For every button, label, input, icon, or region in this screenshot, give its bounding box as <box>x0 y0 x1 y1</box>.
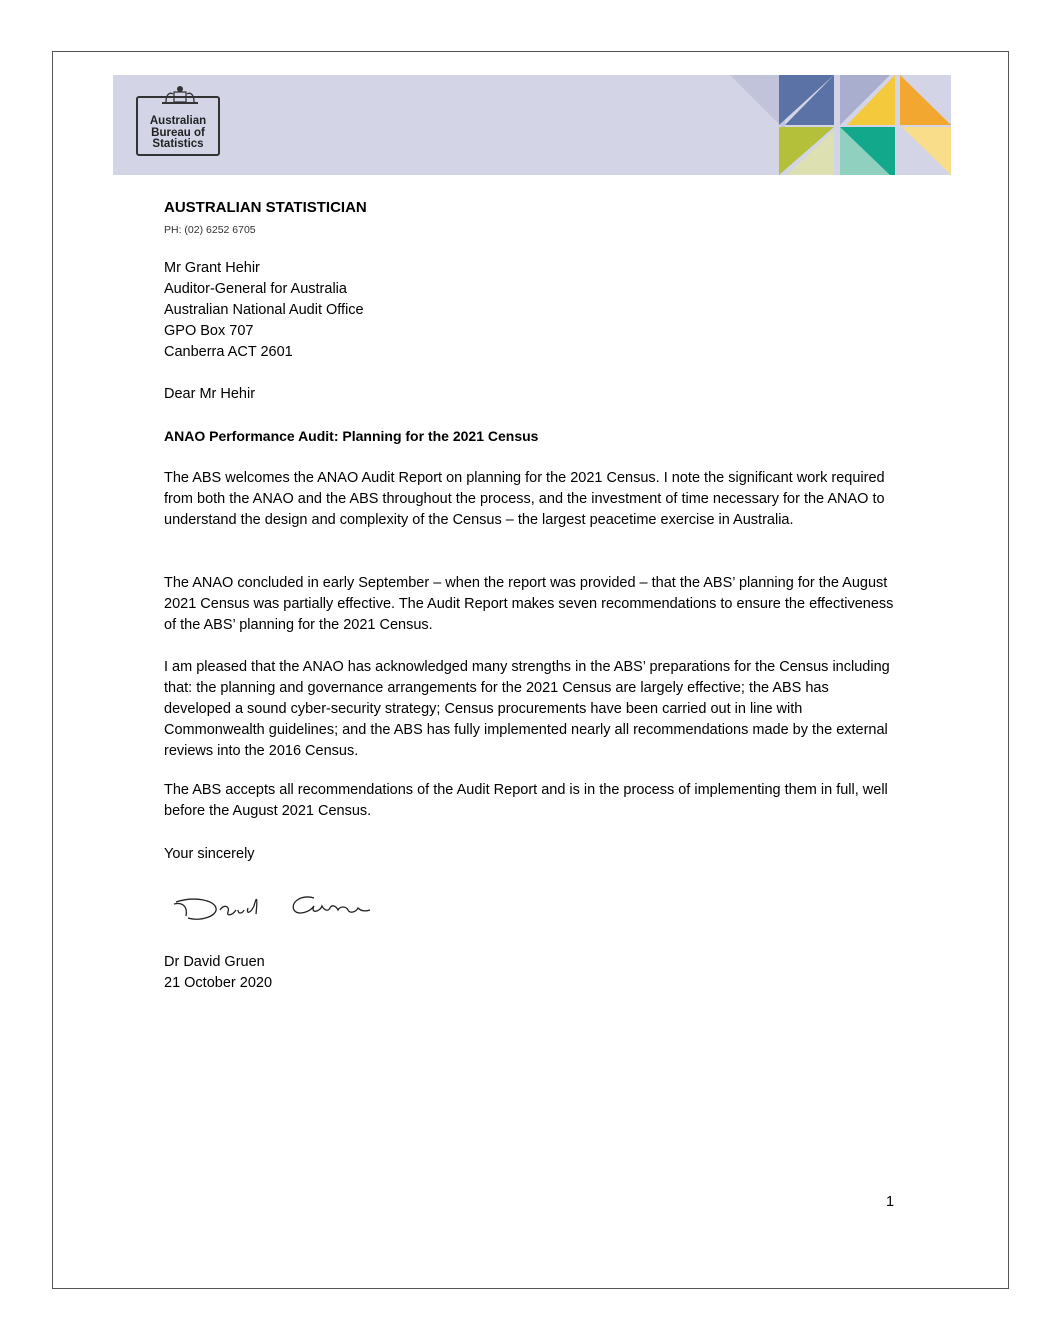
signatory-block <box>164 952 272 994</box>
triangle-pale-yellow <box>902 127 951 175</box>
sender-phone: PH: (02) 6252 6705 <box>164 224 256 236</box>
recipient-address <box>164 258 364 363</box>
address-line: Mr Grant Hehir <box>164 260 260 276</box>
signatory-name: Dr David Gruen <box>164 954 265 970</box>
page-number: 1 <box>886 1194 895 1210</box>
body-paragraph: The ABS accepts all recommendations of the Audit Report and is in the process of implementing them in full, well before the August 2021 Census. <box>164 782 888 819</box>
salutation: Dear Mr Hehir <box>164 386 256 402</box>
coat-of-arms-icon <box>162 84 198 110</box>
abs-logo <box>136 96 220 156</box>
triangle-orange <box>900 75 951 125</box>
logo-org-name: Australian Bureau of Statistics <box>149 115 207 150</box>
address-line: GPO Box 707 <box>164 323 254 339</box>
address-line: Australian National Audit Office <box>164 302 364 318</box>
triangle-light <box>730 75 785 130</box>
sender-title: AUSTRALIAN STATISTICIAN <box>164 199 367 216</box>
address-line: Canberra ACT 2601 <box>164 344 293 360</box>
closing: Your sincerely <box>164 846 255 862</box>
subject-line: ANAO Performance Audit: Planning for the 2021 Census <box>164 428 539 444</box>
body-paragraph: The ANAO concluded in early September – when the report was provided – that the ABS’ planning for the August 2021 Census was partially effective. The Audit Report makes seven recommendations to ensure the effectiveness of the ABS’ planning for the 2021 Census. <box>164 575 894 633</box>
signatory-date: 21 October 2020 <box>164 975 273 991</box>
decorative-triangles <box>730 75 951 175</box>
body-paragraph: I am pleased that the ANAO has acknowledged many strengths in the ABS’ preparations for the Census including that: the planning and governance arrangements for the 2021 Census are largely effective; the ABS has developed a sound cyber-security strategy; Census procurements have been carried out in line with Commonwealth guidelines; and the ABS has fully implemented nearly all recommendations made by the external reviews into the 2016 Census. <box>164 659 890 759</box>
body-paragraph: The ABS welcomes the ANAO Audit Report on planning for the 2021 Census. I note the significant work required from both the ANAO and the ABS throughout the process, and the investment of time necessary for the ANAO to understand the design and complexity of the Census – the largest peacetime exercise in Australia. <box>164 470 885 528</box>
address-line: Auditor-General for Australia <box>164 281 347 297</box>
signature-image <box>164 880 394 930</box>
